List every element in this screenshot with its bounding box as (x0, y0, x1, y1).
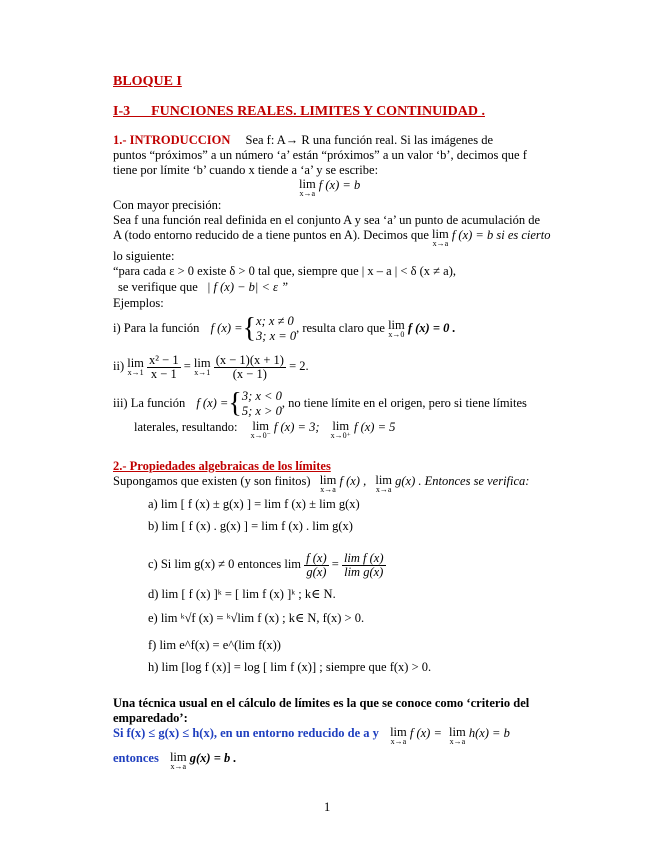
example-1: i) Para la función f (x) ={ x; x ≠ 0 3; x = 0 , resulta claro que lim x→0 f (x) = 0 . (113, 313, 456, 345)
definition-line-1: Sea f una función real definida en el conjunto A y sea ‘a’ un punto de acumulación de (113, 213, 541, 227)
section-title: I-3 FUNCIONES REALES. LIMITES Y CONTINUIDAD . (113, 104, 485, 119)
intro-line-1 (113, 133, 493, 148)
example-3-laterals: laterales, resultando: lim x→0⁻ f (x) = 3; lim x→0⁺ f (x) = 5 (134, 419, 396, 440)
definition-line-5: se verifique que | f (x) − b| < ε ” (118, 280, 289, 294)
example-3: iii) La función f (x) ={ 3; x < 0 5; x > 0 , no tiene límite en el origen, pero si tiene límites (113, 388, 527, 420)
property-h: h) lim [log f (x)] = log [ lim f (x)] ; siempre que f(x) > 0. (148, 660, 432, 674)
examples-label: Ejemplos: (113, 296, 164, 310)
lim-operator: lim x→a (169, 750, 187, 771)
squeeze-line-4: entonces lim x→a g(x) = b . (113, 750, 237, 771)
intro-heading: 1.- INTRODUCCION (113, 133, 231, 147)
definition-line-4: “para cada ε > 0 existe δ > 0 tal que, siempre que | x – a | < δ (x ≠ a), (113, 264, 456, 278)
properties-intro: Supongamos que existen (y son finitos) lim x→a f (x) , lim x→a g(x) . Entonces se verifica: (113, 473, 530, 494)
lim-operator: lim x→0⁻ (250, 419, 271, 440)
page-number: 1 (324, 800, 331, 814)
property-b: b) lim [ f (x) . g(x) ] = lim f (x) . lim g(x) (148, 519, 353, 533)
properties-heading: 2.- Propiedades algebraicas de los límites (113, 459, 331, 473)
property-e: e) lim ᵏ√f (x) = ᵏ√lim f (x) ; k∈ N, f(x) > 0. (148, 611, 365, 625)
intro-line-2: puntos “próximos” a un número ‘a’ están “próximos” a un valor ‘b’, decimos que f (113, 148, 527, 162)
block-title: BLOQUE I (113, 74, 182, 89)
squeeze-line-2: emparedado’: (113, 711, 188, 725)
property-f: f) lim e^f(x) = e^(lim f(x)) (148, 638, 281, 652)
lim-operator: lim x→a (299, 177, 316, 198)
lim-operator: lim x→a (390, 725, 407, 746)
definition-line-3: lo siguiente: (113, 249, 175, 263)
intro-line-3: tiene por límite ‘b’ cuando x tiende a ‘a’ y se escribe: (113, 163, 379, 177)
lim-operator: lim x→1 (193, 356, 211, 378)
property-c: c) Si lim g(x) ≠ 0 entonces lim $\frac{f (x)}{g(x)}$ = $\frac{\text{lim f (x)}}{\text{lim g(x)}}$ (148, 550, 384, 579)
lim-operator: lim x→0 (388, 318, 405, 340)
more-precise: Con mayor precisión: (113, 198, 222, 212)
lim-operator: lim x→0⁺ (330, 419, 351, 440)
property-d: d) lim [ f (x) ]ᵏ = [ lim f (x) ]ᵏ ; k∈ N. (148, 587, 336, 601)
lim-operator: lim x→a (432, 227, 449, 248)
intro-text-1: Sea f: A→ R una función real. Si las imágenes de (245, 133, 494, 147)
squeeze-line-3: Si f(x) ≤ g(x) ≤ h(x), en un entorno reducido de a y lim x→a f (x) = lim x→a h(x) = b (113, 725, 510, 746)
definition-line-2: A (todo entorno reducido de a tiene puntos en A). Decimos que lim x→a f (x) = b si es cierto (113, 227, 551, 248)
lim-operator: lim x→a (319, 473, 337, 494)
squeeze-line-1: Una técnica usual en el cálculo de límites es la que se conoce como ‘criterio del (113, 696, 530, 710)
lim-operator: lim x→a (449, 725, 466, 746)
lim-operator: lim x→a (375, 473, 393, 494)
intro-formula: lim x→a f (x) = b (299, 177, 361, 198)
lim-operator: lim x→1 (127, 356, 144, 378)
example-2: ii) lim x→1 $\frac{\text{x² − 1}}{x - 1}$ = lim x→1 $\frac{(x - 1)(x + 1)}{(x - 1)}$ = 2. (113, 352, 309, 381)
property-a: a) lim [ f (x) ± g(x) ] = lim f (x) ± lim g(x) (148, 497, 360, 511)
